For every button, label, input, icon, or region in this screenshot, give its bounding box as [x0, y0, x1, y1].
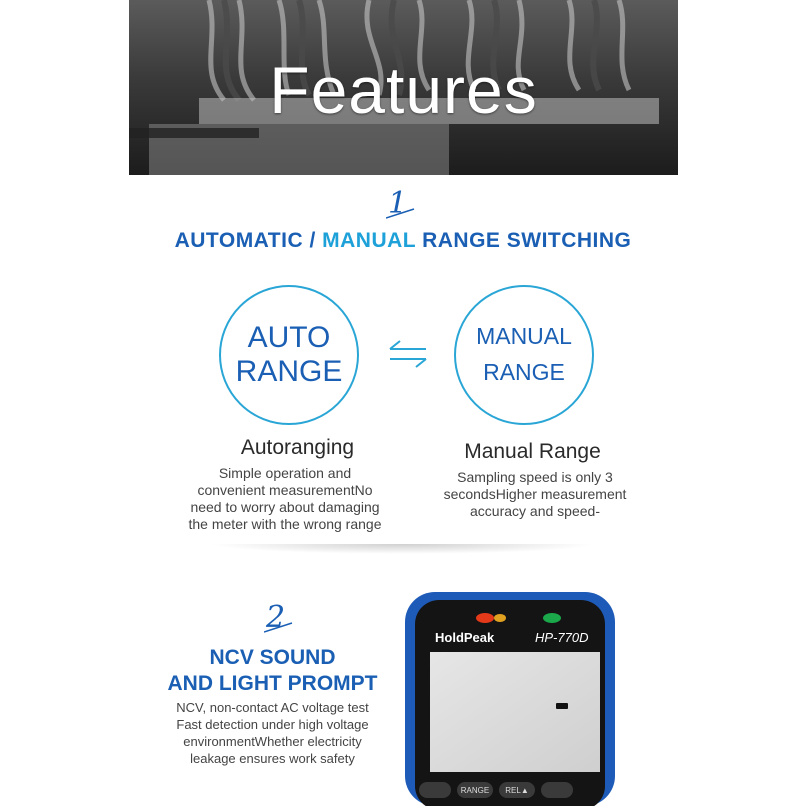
ncv-title-line1: NCV SOUND — [209, 646, 336, 669]
swap-arrows-icon — [386, 338, 430, 370]
ncv-title — [150, 645, 395, 697]
device-screen — [430, 652, 600, 772]
manual-desc-line: Sampling speed is only 3 — [457, 469, 613, 485]
auto-range-line1: AUTO — [247, 320, 331, 354]
step-underline-1 — [386, 206, 416, 220]
red-indicator-light — [476, 613, 494, 623]
autoranging-desc-line: the meter with the wrong range — [188, 516, 382, 532]
ncv-desc-line: leakage ensures work safety — [190, 751, 355, 766]
device-range-label: RANGE — [460, 786, 490, 795]
device-rel-label: REL▲ — [505, 786, 529, 795]
autoranging-desc-line: need to worry about damaging — [190, 499, 380, 515]
manual-desc-line: accuracy and speed- — [470, 503, 600, 519]
ncv-description — [150, 699, 395, 767]
autoranging-desc-line: convenient measurementNo — [197, 482, 373, 498]
manual-desc-line: secondsHigher measurement — [443, 486, 627, 502]
multimeter-image — [405, 592, 615, 806]
amber-indicator-light — [494, 614, 506, 622]
manual-range-title: Manual Range — [464, 440, 601, 463]
heading-part-range-switching: RANGE SWITCHING — [415, 229, 632, 252]
features-banner — [129, 0, 678, 175]
step-number-1: 1 — [388, 186, 408, 221]
screen-segment — [556, 703, 568, 709]
auto-range-line2: RANGE — [235, 355, 343, 388]
device-button — [419, 782, 451, 798]
heading-part-manual: MANUAL — [322, 229, 416, 252]
green-indicator-light — [543, 613, 561, 623]
ncv-desc-line: Fast detection under high voltage — [176, 717, 369, 732]
step-number-2: 2 — [266, 600, 286, 635]
section-divider — [210, 544, 596, 554]
ncv-desc-line: environmentWhether electricity — [183, 734, 362, 749]
autoranging-desc-line: Simple operation and — [218, 465, 352, 481]
heading-part-automatic: AUTOMATIC / — [174, 229, 323, 252]
manual-range-circle — [454, 285, 594, 425]
ncv-title-line2: AND LIGHT PROMPT — [167, 672, 378, 695]
banner-title: Features — [269, 53, 538, 127]
autoranging-description — [165, 465, 405, 533]
auto-range-circle — [219, 285, 359, 425]
ncv-desc-line: NCV, non-contact AC voltage test — [176, 700, 369, 715]
autoranging-title: Autoranging — [240, 436, 355, 459]
device-button — [541, 782, 573, 798]
device-model: HP-770D — [535, 630, 589, 645]
section1-heading — [0, 229, 806, 253]
manual-range-description — [415, 469, 655, 520]
manual-range-line2: RANGE — [483, 359, 565, 385]
manual-range-line1: MANUAL — [476, 323, 572, 350]
step-underline-2 — [264, 620, 294, 634]
device-brand: HoldPeak — [435, 630, 495, 645]
